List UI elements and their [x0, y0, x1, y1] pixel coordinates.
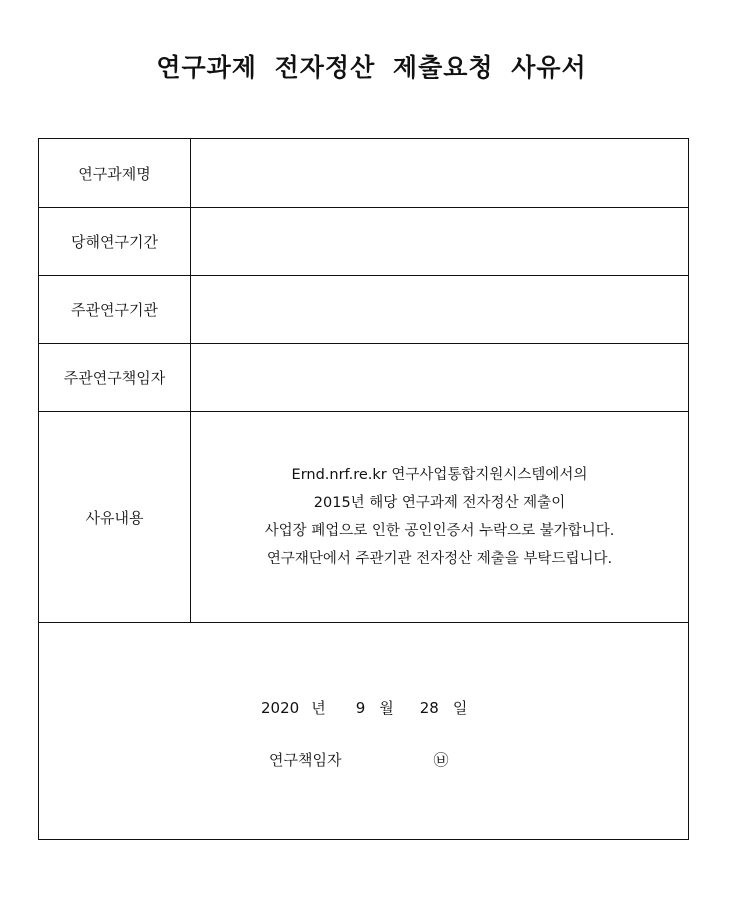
date-day: 28 — [419, 699, 439, 717]
form-row-research-period — [39, 208, 688, 276]
research-period-label: 당해연구기간 — [39, 208, 191, 275]
date-month: 9 — [355, 699, 366, 717]
signature-area — [39, 623, 688, 839]
principal-investigator-label: 주관연구책임자 — [39, 344, 191, 411]
signer-label: 연구책임자 — [269, 751, 342, 769]
date-month-unit: 월 — [379, 699, 394, 717]
reason-line: Ernd.nrf.re.kr 연구사업통합지원시스템에서의 — [291, 467, 588, 483]
date-year-unit: 년 — [311, 699, 326, 717]
reason-line: 사업장 폐업으로 인한 공인인증서 누락으로 불가합니다. — [264, 523, 615, 539]
principal-investigator-value[interactable] — [191, 344, 688, 411]
reason-label: 사유내용 — [39, 412, 191, 622]
form-row-reason — [39, 412, 688, 623]
document-title: 연구과제 전자정산 제출요청 사유서 — [156, 53, 587, 82]
host-institution-value[interactable] — [191, 276, 688, 343]
reason-line: 연구재단에서 주관기관 전자정산 제출을 부탁드립니다. — [266, 551, 613, 567]
form-row-host-institution — [39, 276, 688, 344]
reason-value — [191, 412, 688, 622]
date-year: 2020 — [261, 699, 300, 717]
seal-mark: ㉥ — [433, 751, 449, 769]
form-row-principal-investigator — [39, 344, 688, 412]
host-institution-label: 주관연구기관 — [39, 276, 191, 343]
reason-line: 2015년 해당 연구과제 전자정산 제출이 — [313, 495, 566, 511]
research-period-value[interactable] — [191, 208, 688, 275]
project-name-label: 연구과제명 — [39, 139, 191, 207]
date-line — [261, 697, 467, 718]
date-day-unit: 일 — [452, 699, 468, 717]
signer-line — [269, 749, 448, 770]
form-row-project-name — [39, 139, 688, 208]
project-name-value[interactable] — [191, 139, 688, 207]
request-form-table — [38, 138, 689, 840]
reason-text — [265, 461, 615, 573]
